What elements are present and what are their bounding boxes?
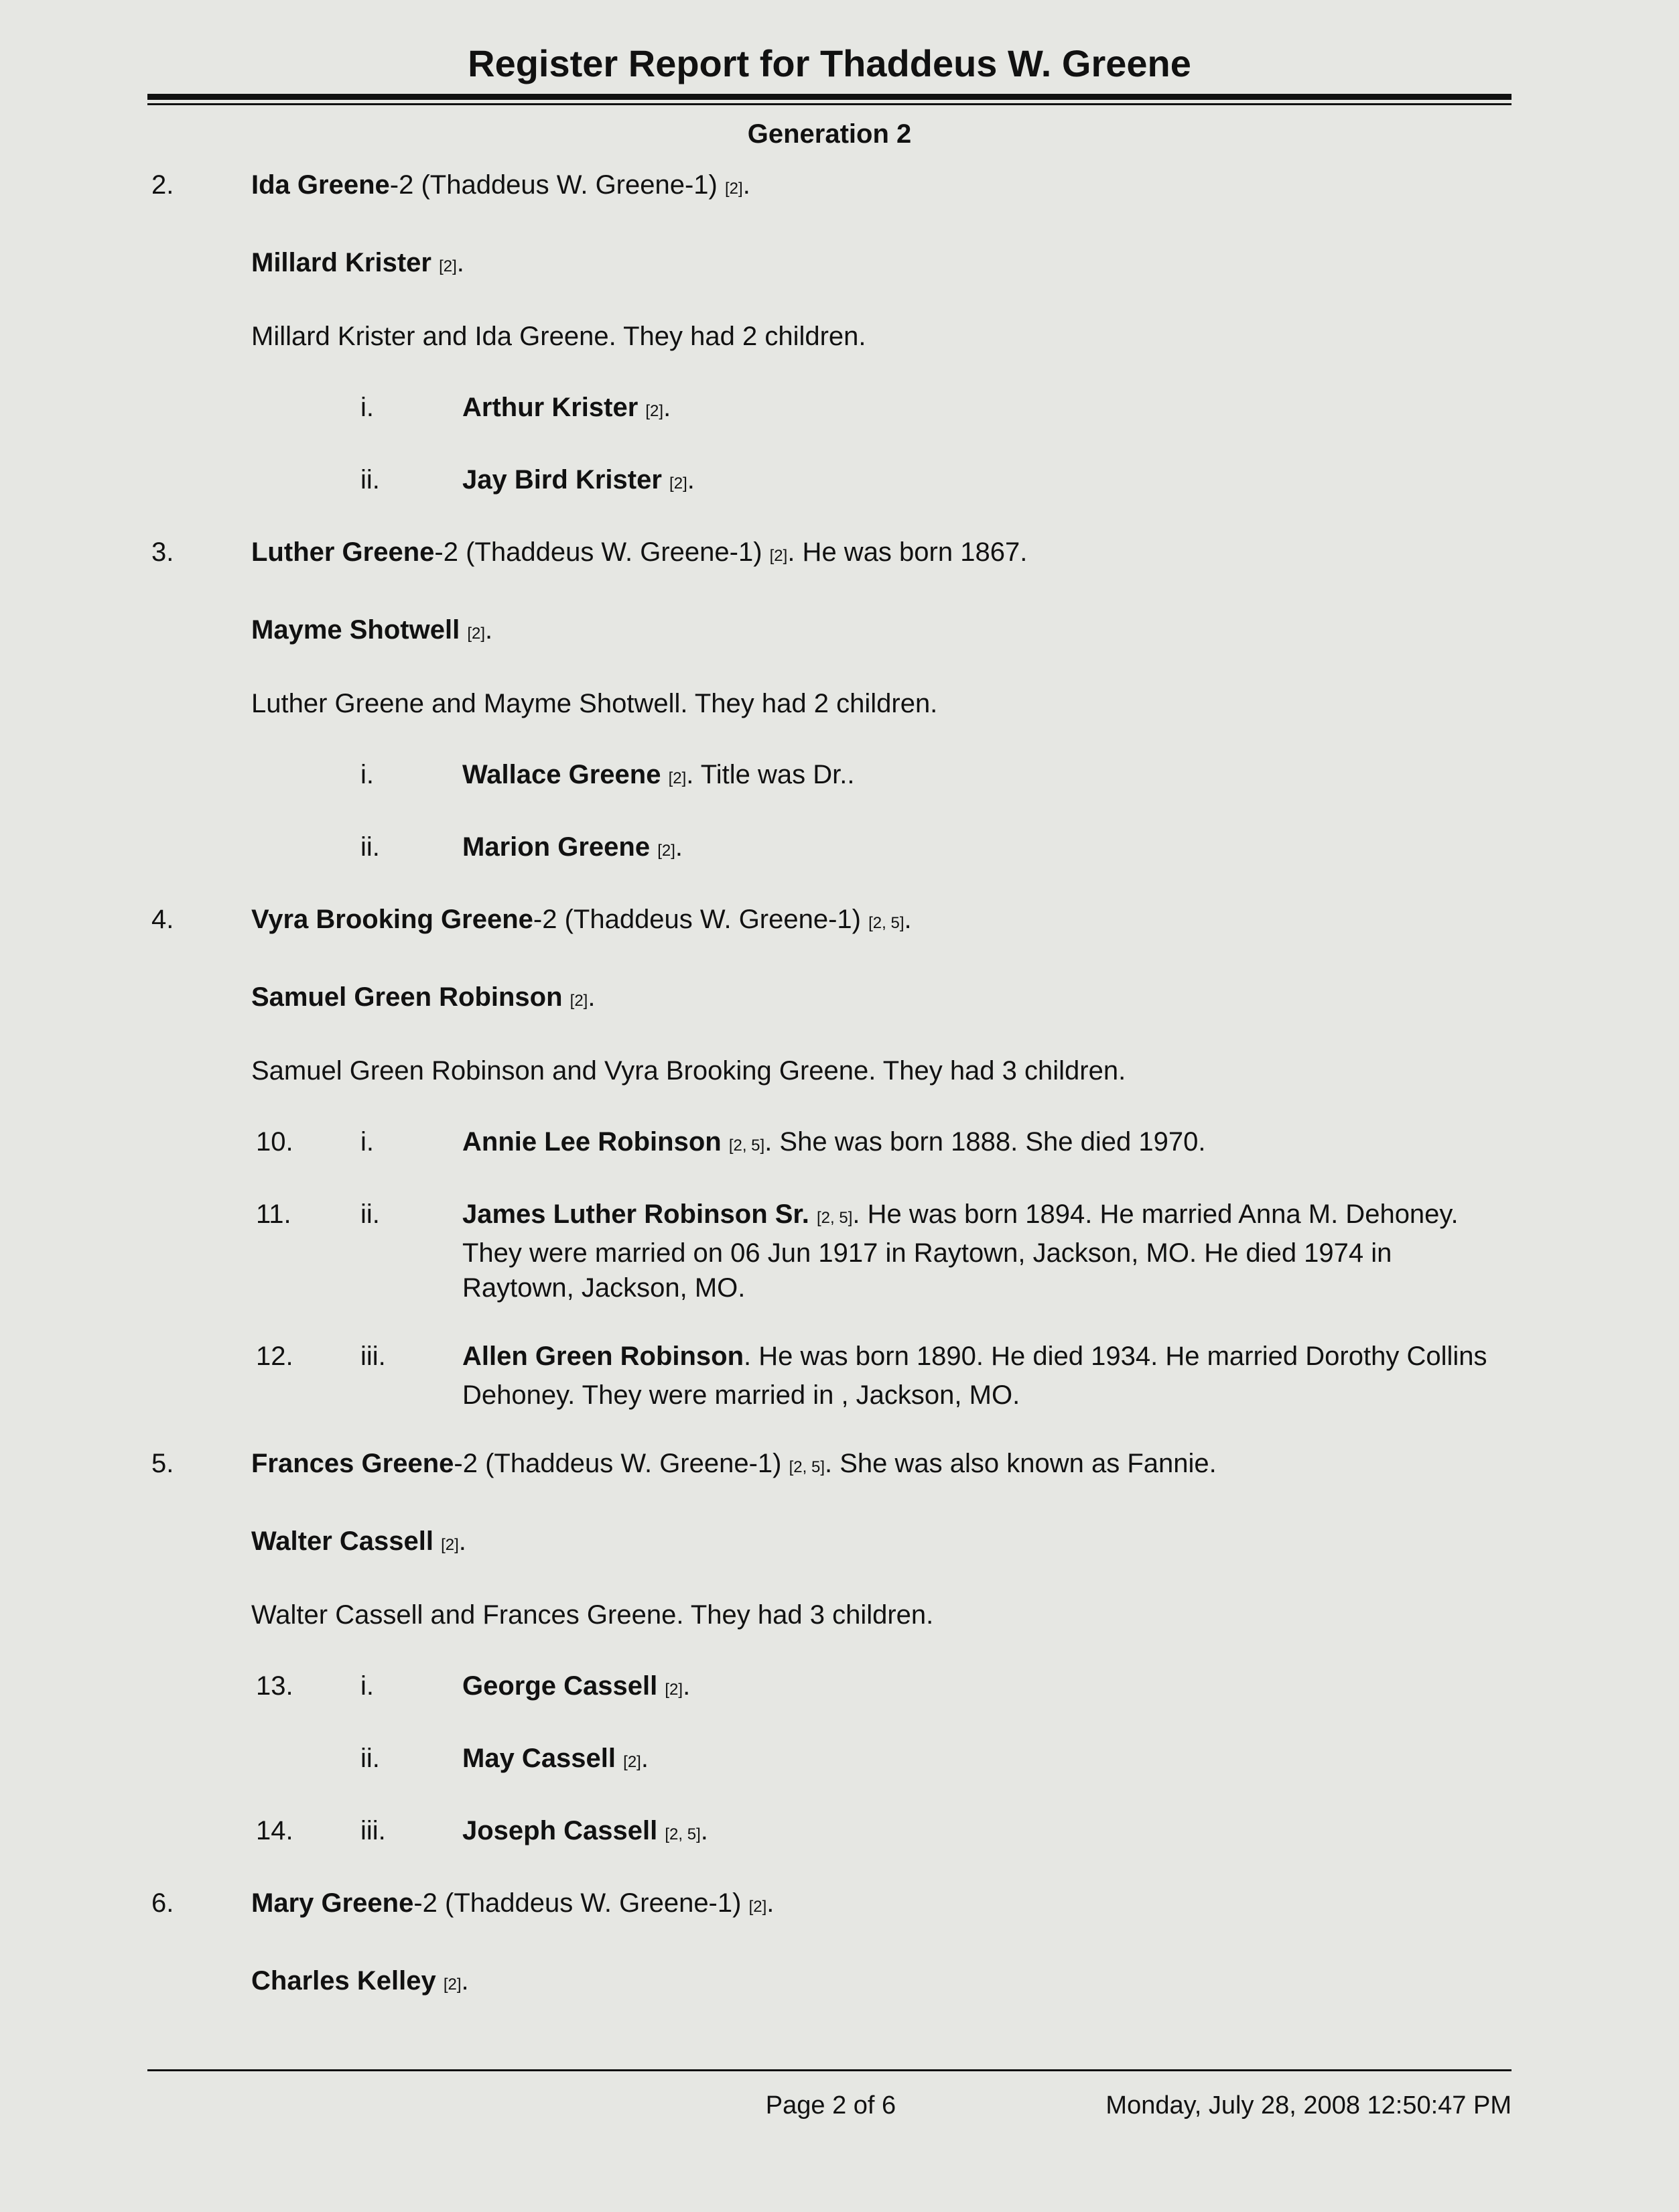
lineage: -2 (Thaddeus W. Greene-1) (389, 170, 718, 200)
entry-details: . (742, 170, 750, 200)
family-summary: Millard Krister and Ida Greene. They had 2 children. (251, 322, 866, 351)
entry-details: . (904, 905, 912, 934)
child-ordinal: ii. (360, 1744, 380, 1773)
lineage: -2 (Thaddeus W. Greene-1) (413, 1888, 742, 1918)
entry-number: 5. (151, 1449, 174, 1478)
entry-text (251, 902, 1512, 941)
spouse-name: Millard Krister (251, 248, 431, 277)
child-number: 14. (256, 1816, 293, 1845)
child-row (147, 1741, 1512, 1780)
entry-details: . She was also known as Fannie. (825, 1449, 1217, 1478)
source-citation: [2, 5] (868, 914, 904, 932)
lineage: -2 (Thaddeus W. Greene-1) (533, 905, 861, 934)
child-details: . (687, 465, 695, 495)
footer-rule (147, 2069, 1512, 2071)
generation-heading: Generation 2 (747, 119, 912, 149)
entry-row (147, 1446, 1512, 1485)
child-number: 11. (256, 1199, 291, 1229)
child-name: Jay Bird Krister (462, 465, 662, 495)
source-citation: [2] (467, 625, 486, 643)
spouse-row (251, 245, 1512, 284)
report-timestamp: Monday, July 28, 2008 12:50:47 PM (1105, 2091, 1512, 2120)
child-number: 10. (256, 1127, 293, 1157)
spouse-details: . (458, 1526, 466, 1556)
spouse-row (251, 1524, 1512, 1563)
child-ordinal: ii. (360, 832, 380, 862)
child-details: . (641, 1744, 649, 1773)
source-citation: [2] (769, 547, 788, 565)
child-ordinal: i. (360, 393, 374, 422)
family-summary: Samuel Green Robinson and Vyra Brooking Greene. They had 3 children. (251, 1056, 1126, 1086)
child-ordinal: i. (360, 1671, 374, 1701)
entry-number: 3. (151, 537, 174, 567)
source-citation: [2] (569, 992, 588, 1010)
child-name: Allen Green Robinson (462, 1342, 744, 1371)
child-text (462, 1741, 1507, 1780)
entry-text (251, 1886, 1512, 1925)
child-ordinal: i. (360, 760, 374, 789)
child-text (462, 1124, 1507, 1163)
source-citation: [2] (645, 402, 664, 420)
source-citation: [2] (657, 842, 675, 860)
source-citation: [2] (443, 1975, 462, 1994)
child-details: . She was born 1888. She died 1970. (764, 1127, 1206, 1157)
source-citation: [2, 5] (728, 1136, 765, 1155)
child-details: . He was born 1894. He married Anna M. Dehoney. They were married on 06 Jun 1917 in Raytown, Jackson, MO. He died 1974 in Raytown, Jackson, MO. (462, 1199, 1459, 1303)
child-name: George Cassell (462, 1671, 658, 1701)
spouse-name: Walter Cassell (251, 1526, 433, 1556)
entry-details: . (766, 1888, 775, 1918)
source-citation: [2] (725, 180, 743, 198)
child-text (462, 1669, 1507, 1707)
entry-number: 6. (151, 1888, 174, 1918)
entry-text (251, 1446, 1512, 1485)
child-text (462, 1197, 1507, 1305)
title-rule-thin (147, 103, 1512, 105)
person-name: Mary Greene (251, 1888, 414, 1918)
entry-row (147, 902, 1512, 941)
spouse-details: . (456, 248, 464, 277)
source-citation: [2] (623, 1753, 641, 1771)
page-number: Page 2 of 6 (765, 2091, 896, 2120)
child-ordinal: i. (360, 1127, 374, 1157)
child-ordinal: iii. (360, 1816, 386, 1845)
entry-text (251, 535, 1512, 574)
spouse-name: Charles Kelley (251, 1966, 436, 1996)
lineage: -2 (Thaddeus W. Greene-1) (454, 1449, 782, 1478)
child-number: 13. (256, 1671, 293, 1701)
child-row (147, 1124, 1512, 1163)
source-citation: [2, 5] (817, 1209, 853, 1227)
source-citation: [2] (668, 769, 687, 787)
entry-details: . He was born 1867. (787, 537, 1028, 567)
spouse-details: . (588, 982, 596, 1012)
entry-row (147, 168, 1512, 206)
family-summary: Luther Greene and Mayme Shotwell. They had 2 children. (251, 689, 938, 718)
child-name: Arthur Krister (462, 393, 639, 422)
child-details: . (700, 1816, 708, 1845)
child-ordinal: ii. (360, 1199, 380, 1229)
child-name: Annie Lee Robinson (462, 1127, 722, 1157)
child-name: Wallace Greene (462, 760, 661, 789)
child-ordinal: iii. (360, 1342, 386, 1371)
spouse-details: . (461, 1966, 469, 1996)
source-citation: [2, 5] (789, 1458, 825, 1476)
child-text (462, 390, 1507, 429)
child-name: Marion Greene (462, 832, 651, 862)
lineage: -2 (Thaddeus W. Greene-1) (434, 537, 762, 567)
source-citation: [2, 5] (665, 1825, 701, 1843)
source-citation: [2] (748, 1898, 767, 1916)
source-citation: [2] (441, 1536, 459, 1554)
child-name: Joseph Cassell (462, 1816, 658, 1845)
child-row (147, 462, 1512, 501)
person-name: Vyra Brooking Greene (251, 905, 533, 934)
child-details: . (675, 832, 683, 862)
child-ordinal: ii. (360, 465, 380, 495)
child-text (462, 757, 1507, 796)
register-content (147, 168, 1512, 2002)
spouse-name: Mayme Shotwell (251, 615, 460, 645)
spouse-row (251, 612, 1512, 651)
entry-row (147, 1886, 1512, 1925)
person-name: Ida Greene (251, 170, 390, 200)
child-details: . He was born 1890. He died 1934. He married Dorothy Collins Dehoney. They were married in , Jackson, MO. (462, 1342, 1487, 1410)
entry-number: 2. (151, 170, 174, 200)
source-citation: [2] (669, 474, 687, 493)
child-text (462, 1339, 1507, 1413)
entry-row (147, 535, 1512, 574)
child-details: . (663, 393, 671, 422)
child-row (147, 1197, 1512, 1305)
child-text (462, 1813, 1507, 1852)
spouse-row (251, 1963, 1512, 2002)
spouse-row (251, 980, 1512, 1019)
child-text (462, 462, 1507, 501)
source-citation: [2] (439, 257, 457, 275)
spouse-name: Samuel Green Robinson (251, 982, 563, 1012)
child-details: . Title was Dr.. (686, 760, 855, 789)
title-rule-thick (147, 94, 1512, 100)
person-name: Luther Greene (251, 537, 435, 567)
person-name: Frances Greene (251, 1449, 454, 1478)
child-number: 12. (256, 1342, 293, 1371)
child-row (147, 830, 1512, 868)
entry-number: 4. (151, 905, 174, 934)
child-text (462, 830, 1507, 868)
child-details: . (683, 1671, 691, 1701)
entry-text (251, 168, 1512, 206)
child-row (147, 1813, 1512, 1852)
child-name: James Luther Robinson Sr. (462, 1199, 809, 1229)
child-name: May Cassell (462, 1744, 616, 1773)
report-title: Register Report for Thaddeus W. Greene (468, 42, 1191, 84)
family-summary: Walter Cassell and Frances Greene. They had 3 children. (251, 1600, 934, 1630)
child-row (147, 1339, 1512, 1413)
child-row (147, 1669, 1512, 1707)
source-citation: [2] (665, 1681, 683, 1699)
child-row (147, 390, 1512, 429)
child-row (147, 757, 1512, 796)
spouse-details: . (485, 615, 493, 645)
